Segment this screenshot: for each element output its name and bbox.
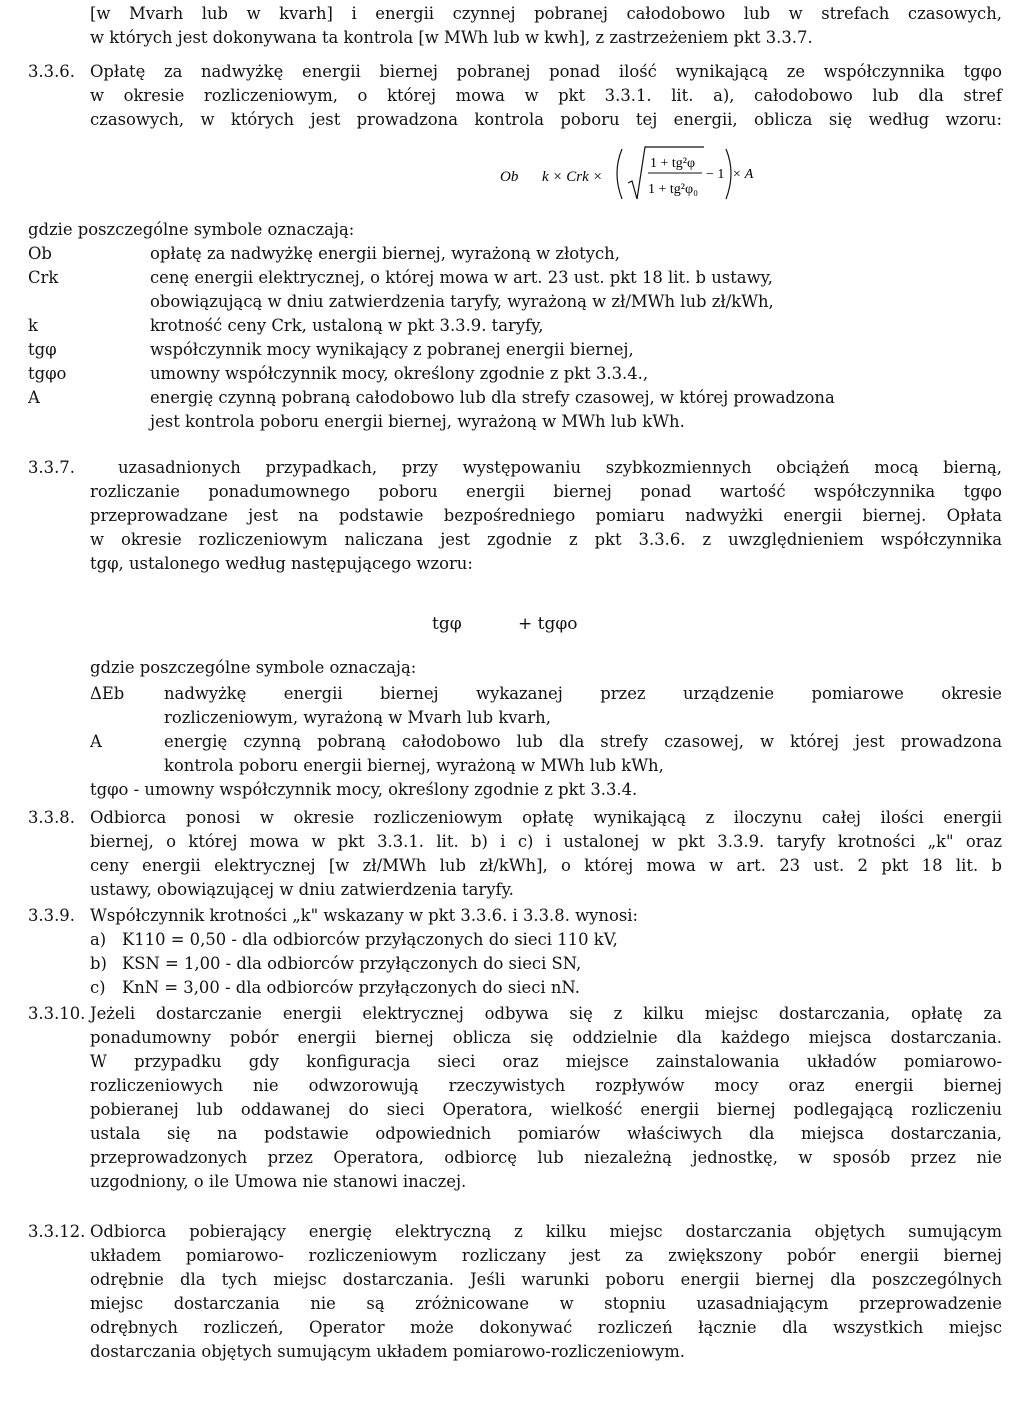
section-number: 3.3.9. xyxy=(28,906,75,925)
symbol-tgphi: tgφ xyxy=(28,340,57,359)
list-label: b) xyxy=(90,954,107,973)
symbol-tgphi0: tgφo xyxy=(28,364,67,383)
symbol-a-2: A xyxy=(90,732,102,751)
definition-line: energię czynną pobraną całodobowo lub dla strefy czasowej, w której prowadzona xyxy=(150,388,835,407)
symbol-crk: Crk xyxy=(28,268,59,287)
symbol-ob: Ob xyxy=(28,244,52,263)
text-line: ustawy, obowiązującej w dniu zatwierdzenia taryfy. xyxy=(90,880,514,899)
definition-k xyxy=(150,314,1002,338)
text-line: w okresie rozliczeniowym naliczana jest zgodnie z pkt 3.3.6. z uwzględnieniem współczynnika xyxy=(90,530,1002,549)
definition-line: obowiązującą w dniu zatwierdzenia taryfy, wyrażoną w zł/MWh lub zł/kWh, xyxy=(150,292,774,311)
text-line: uzgodniony, o ile Umowa nie stanowi inaczej. xyxy=(90,1172,467,1191)
text-line: W przypadku gdy konfiguracja sieci oraz miejsce zainstalowania układów pomiarowo- xyxy=(90,1052,1002,1071)
formula-minus-one: − 1 xyxy=(706,167,725,182)
text-line: przeprowadzane jest na podstawie bezpośredniego pomiaru nadwyżki energii biernej. Opłata xyxy=(90,506,1002,525)
formula-times-a: × A xyxy=(732,167,754,182)
definition-line: opłatę za nadwyżkę energii biernej, wyrażoną w złotych, xyxy=(150,244,620,263)
symbol-a: A xyxy=(28,388,40,407)
text-line: przeprowadzonych przez Operatora, odbiorcę lub niezależną jednostkę, w sposób przez nie xyxy=(90,1148,1002,1167)
section-number: 3.3.10. xyxy=(28,1004,86,1023)
section-number: 3.3.7. xyxy=(28,458,75,477)
text-line: w których jest dokonywana ta kontrola [w MWh lub w kwh], z zastrzeżeniem pkt 3.3.7. xyxy=(90,28,813,47)
section-number: 3.3.6. xyxy=(28,62,75,81)
definition-a-2 xyxy=(164,730,1002,778)
legend-2-intro xyxy=(90,656,1002,680)
formula-k-crk: k × Crk × xyxy=(542,169,603,185)
definition-line: kontrola poboru energii biernej, wyrażoną w MWh lub kWh, xyxy=(164,756,664,775)
text-line: Jeżeli dostarczanie energii elektrycznej odbywa się z kilku miejsc dostarczania, opłatę za xyxy=(90,1004,1002,1023)
list-text: KnN = 3,00 - dla odbiorców przyłączonych do sieci nN. xyxy=(122,978,580,997)
text-line: Odbiorca ponosi w okresie rozliczeniowym opłatę wynikającą z iloczynu całej ilości energii xyxy=(90,808,1002,827)
formula-tgphi-left: tgφ xyxy=(432,614,462,634)
text-line: Odbiorca pobierający energię elektryczną z kilku miejsc dostarczania objętych sumującym xyxy=(90,1222,1002,1241)
text-line: [w Mvarh lub w kvarh] i energii czynnej pobranej całodobowo lub w strefach czasowych, xyxy=(90,4,1002,23)
formula-ob-symbol: Ob xyxy=(500,169,519,185)
list-label: a) xyxy=(90,930,107,949)
formula-denominator: 1 + tg²φ₀ xyxy=(648,182,698,197)
symbol-k: k xyxy=(28,316,38,335)
definition-line: tgφo - umowny współczynnik mocy, określony zgodnie z pkt 3.3.4. xyxy=(90,780,638,799)
formula-graphic xyxy=(490,137,754,207)
legend-intro xyxy=(28,218,1002,242)
definition-delta-eb xyxy=(164,682,1002,730)
legend-intro-text: gdzie poszczególne symbole oznaczają: xyxy=(90,658,417,677)
definition-crk xyxy=(150,266,1002,314)
definition-line: cenę energii elektrycznej, o której mowa w art. 23 ust. pkt 18 lit. b ustawy, xyxy=(150,268,773,287)
text-line: Współczynnik krotności „k" wskazany w pkt 3.3.6. i 3.3.8. wynosi: xyxy=(90,906,638,925)
text-line: ceny energii elektrycznej [w zł/MWh lub zł/kWh], o której mowa w art. 23 ust. 2 pkt 18 lit. b xyxy=(90,856,1002,875)
definition-a xyxy=(150,386,1002,434)
text-line: ponadumowny pobór energii biernej oblicza się oddzielnie dla każdego miejsca dostarczania. xyxy=(90,1028,1002,1047)
text-line: w okresie rozliczeniowym, o której mowa w pkt 3.3.1. lit. a), całodobowo lub dla stref xyxy=(90,86,1002,105)
text-line: biernej, o której mowa w pkt 3.3.1. lit. b) i c) i ustalonej w pkt 3.3.9. taryfy krotności „k" oraz xyxy=(90,832,1002,851)
section-number: 3.3.8. xyxy=(28,808,75,827)
text-line: uzasadnionych przypadkach, przy występowaniu szybkozmiennych obciążeń mocą bierną, xyxy=(118,458,1002,477)
text-line: miejsc dostarczania nie są zróżnicowane w stopniu uzasadniającym przeprowadzenie xyxy=(90,1294,1002,1313)
text-line: rozliczeniowych nie odwzorowują rzeczywistych rozpływów mocy oraz energii biernej xyxy=(90,1076,1002,1095)
text-line: pobieranej lub oddawanej do sieci Operatora, wielkość energii biernej podlegającą rozliczeniu xyxy=(90,1100,1002,1119)
symbol-delta-eb: ΔEb xyxy=(90,684,125,703)
legend-intro-text: gdzie poszczególne symbole oznaczają: xyxy=(28,220,355,239)
text-line: ustala się na podstawie odpowiednich pomiarów właściwych dla miejsca dostarczania, xyxy=(90,1124,1002,1143)
definition-ob xyxy=(150,242,1002,266)
text-line: odrębnie dla tych miejsc dostarczania. Jeśli warunki poboru energii biernej dla poszczególnych xyxy=(90,1270,1002,1289)
legend-2-last xyxy=(90,778,1002,802)
text-line: rozliczanie ponadumownego poboru energii biernej ponad wartość współczynnika tgφo xyxy=(90,482,1002,501)
definition-tgphi xyxy=(150,338,1002,362)
formula-ob xyxy=(490,137,754,207)
list-label: c) xyxy=(90,978,106,997)
formula-numerator: 1 + tg²φ xyxy=(650,156,696,171)
section-number: 3.3.12. xyxy=(28,1222,86,1241)
list-text: K110 = 0,50 - dla odbiorców przyłączonych do sieci 110 kV, xyxy=(122,930,618,949)
text-line: Opłatę za nadwyżkę energii biernej pobranej ponad ilość wynikającą ze współczynnika tgφo xyxy=(90,62,1002,81)
text-line: czasowych, w których jest prowadzona kontrola poboru tej energii, oblicza się według wzoru: xyxy=(90,110,1002,129)
text-line: odrębnych rozliczeń, Operator może dokonywać rozliczeń łącznie dla wszystkich miejsc xyxy=(90,1318,1002,1337)
text-line: układem pomiarowo- rozliczeniowym rozliczany jest za zwiększony pobór energii biernej xyxy=(90,1246,1002,1265)
definition-line: energię czynną pobraną całodobowo lub dla strefy czasowej, w której jest prowadzona xyxy=(164,732,1002,751)
definition-line: jest kontrola poboru energii biernej, wyrażoną w MWh lub kWh. xyxy=(150,412,685,431)
text-line: dostarczania objętych sumującym układem pomiarowo-rozliczeniowym. xyxy=(90,1342,686,1361)
definition-line: nadwyżkę energii biernej wykazanej przez urządzenie pomiarowe okresie xyxy=(164,684,1002,703)
definition-line: rozliczeniowym, wyrażoną w Mvarh lub kvarh, xyxy=(164,708,551,727)
formula-tgphi-right: + tgφo xyxy=(518,614,578,634)
definition-line: współczynnik mocy wynikający z pobranej energii biernej, xyxy=(150,340,634,359)
definition-line: krotność ceny Crk, ustaloną w pkt 3.3.9. taryfy, xyxy=(150,316,544,335)
list-text: KSN = 1,00 - dla odbiorców przyłączonych do sieci SN, xyxy=(122,954,582,973)
definition-tgphi0 xyxy=(150,362,1002,386)
definition-line: umowny współczynnik mocy, określony zgodnie z pkt 3.3.4., xyxy=(150,364,649,383)
text-line: tgφ, ustalonego według następującego wzoru: xyxy=(90,554,473,573)
